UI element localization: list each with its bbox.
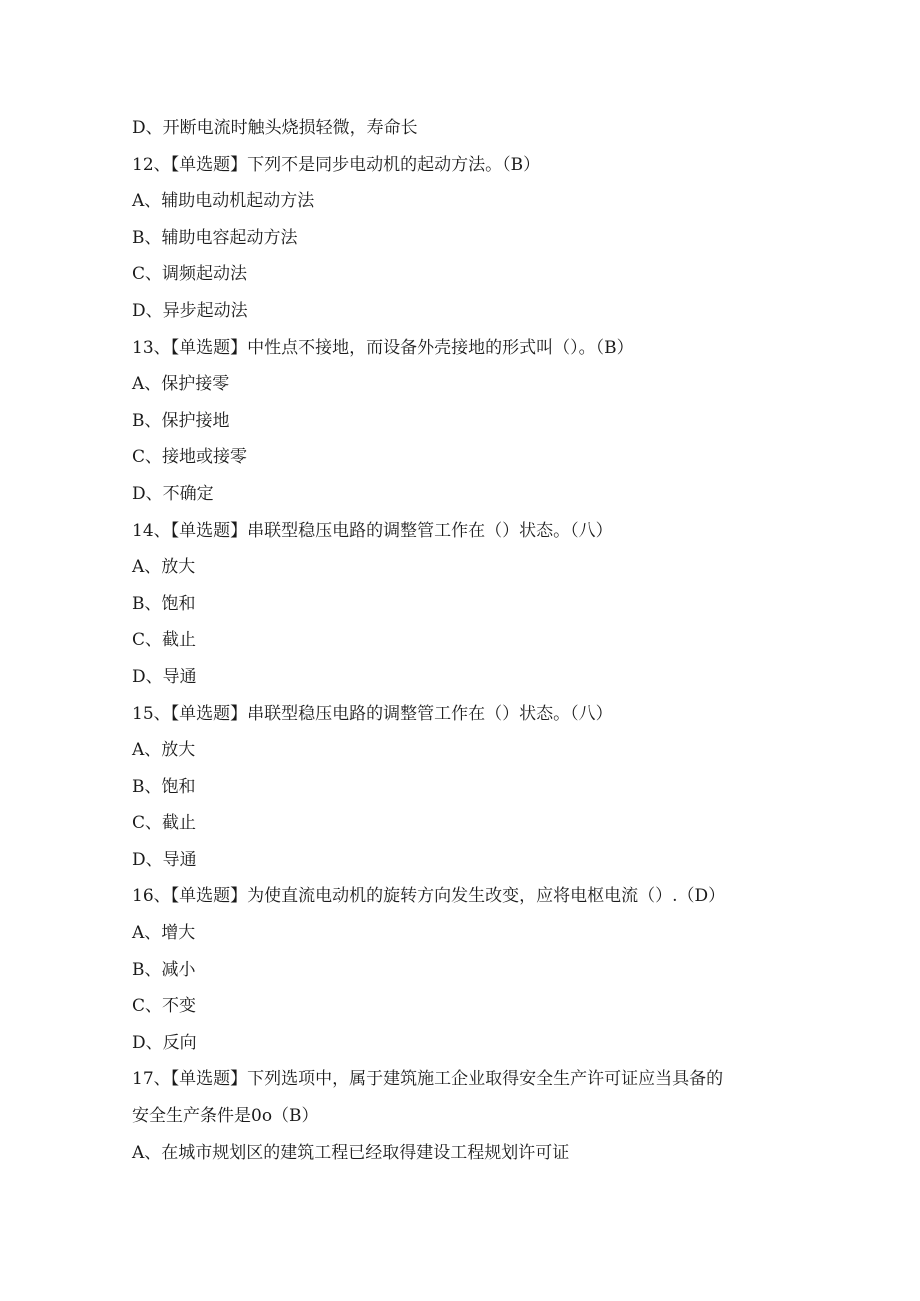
question-16: 16、【单选题】为使直流电动机的旋转方向发生改变，应将电枢电流（）.（D） (132, 886, 726, 907)
option-a-q15: A、放大 (132, 740, 196, 761)
question-15: 15、【单选题】串联型稳压电路的调整管工作在（）状态。（八） (132, 703, 613, 724)
option-b-q16: B、减小 (132, 959, 196, 980)
option-a-q17: A、在城市规划区的建筑工程已经取得建设工程规划许可证 (132, 1142, 570, 1163)
question-list (132, 110, 812, 1171)
option-a-q13: A、保护接零 (132, 374, 230, 395)
option-c-q14: C、截止 (132, 630, 197, 651)
question-14: 14、【单选题】串联型稳压电路的调整管工作在（）状态。（八） (132, 520, 613, 541)
option-d-q14: D、导通 (132, 666, 197, 687)
option-b-q12: B、辅助电容起动方法 (132, 227, 298, 248)
option-d-q13: D、不确定 (132, 483, 214, 504)
option-c-q15: C、截止 (132, 813, 197, 834)
question-17: 17、【单选题】下列选项中，属于建筑施工企业取得安全生产许可证应当具备的 (132, 1069, 724, 1090)
option-b-q14: B、饱和 (132, 593, 196, 614)
question-12: 12、【单选题】下列不是同步电动机的起动方法。（B） (132, 154, 541, 175)
option-c-q12: C、调频起动法 (132, 264, 248, 285)
option-d-q16: D、反向 (132, 1032, 197, 1053)
question-13: 13、【单选题】中性点不接地，而设备外壳接地的形式叫（）。（B） (132, 337, 634, 358)
option-b-q15: B、饱和 (132, 776, 196, 797)
option-b-q13: B、保护接地 (132, 410, 230, 431)
option-a-q14: A、放大 (132, 557, 196, 578)
option-c-q13: C、接地或接零 (132, 447, 248, 468)
option-d-q12: D、异步起动法 (132, 300, 248, 321)
question-17-continued: 安全生产条件是0o（B） (132, 1106, 319, 1127)
option-a-q16: A、增大 (132, 923, 196, 944)
option-c-q16: C、不变 (132, 996, 197, 1017)
option-d-q11: D、开断电流时触头烧损轻微，寿命长 (132, 118, 418, 138)
option-d-q15: D、导通 (132, 849, 197, 870)
option-a-q12: A、辅助电动机起动方法 (132, 191, 315, 212)
